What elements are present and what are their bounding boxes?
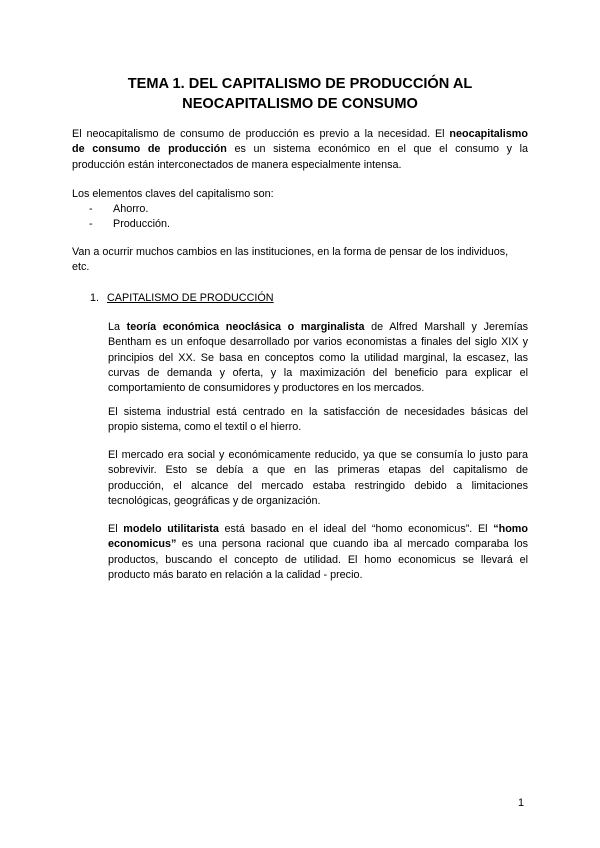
changes-paragraph — [72, 245, 528, 276]
changes-line-1: Van a ocurrir muchos cambios en las instituciones, en la forma de pensar de los individuos, — [72, 246, 509, 258]
section-title: CAPITALISMO DE PRODUCCIÓN — [107, 292, 274, 304]
title-line-2: NEOCAPITALISMO DE CONSUMO — [182, 96, 418, 112]
intro-line-3: producción están interconectados de manera especialmente intensa. — [72, 158, 402, 171]
list-item: - Ahorro. — [72, 202, 528, 217]
dash-marker: - — [89, 203, 93, 215]
page-number: 1 — [517, 797, 524, 809]
market-paragraph: El mercado era social y económicamente reducido, ya que se consumía lo justo para sobrevivir. Esto se debía a que en las primeras etapas del capitalismo de producción, el alcance del mercado estaba restringido debido a limitaciones tecnológicas, geográficas y de organización. — [108, 449, 528, 507]
dash-marker: - — [89, 218, 93, 231]
elements-list — [72, 202, 528, 233]
elements-intro: Los elementos claves del capitalismo son: — [72, 188, 274, 200]
title-line-1: TEMA 1. DEL CAPITALISMO DE PRODUCCIÓN AL — [127, 76, 473, 92]
intro-paragraph — [72, 127, 528, 173]
utilitarian-paragraph: El modelo utilitarista está basado en el ideal del “homo economicus”. El “homo economicus” es una persona racional que cuando iba al mercado comparaba los productos, buscando el concepto de utilidad. El homo economicus se llevará el producto más barato en relación a la calidad - precio. — [108, 523, 528, 581]
list-item: - Producción. — [72, 217, 528, 232]
document-title — [60, 74, 540, 114]
section-number: 1. — [90, 292, 100, 304]
neoclassical-paragraph: La teoría económica neoclásica o marginalista de Alfred Marshall y Jeremías Bentham es un enfoque desarrollado por varios economistas a finales del siglo XIX y principios del XX. Se basa en conceptos como la utilidad marginal, la escasez, las curvas de demanda y oferta, y la maximización del beneficio para explicar el comportamiento de consumidores y productores en los mercados. — [108, 321, 528, 395]
industrial-paragraph: El sistema industrial está centrado en la satisfacción de necesidades básicas del propio sistema, como el textil o el hierro. — [108, 406, 528, 434]
section-heading — [90, 291, 274, 306]
changes-line-2: etc. — [72, 261, 90, 274]
intro-line-1: El neocapitalismo de consumo de producción es previo a la necesidad. El neocapitalismo — [72, 128, 528, 140]
intro-line-2: de consumo de producción es un sistema económico en el que el consumo y la — [72, 143, 528, 156]
